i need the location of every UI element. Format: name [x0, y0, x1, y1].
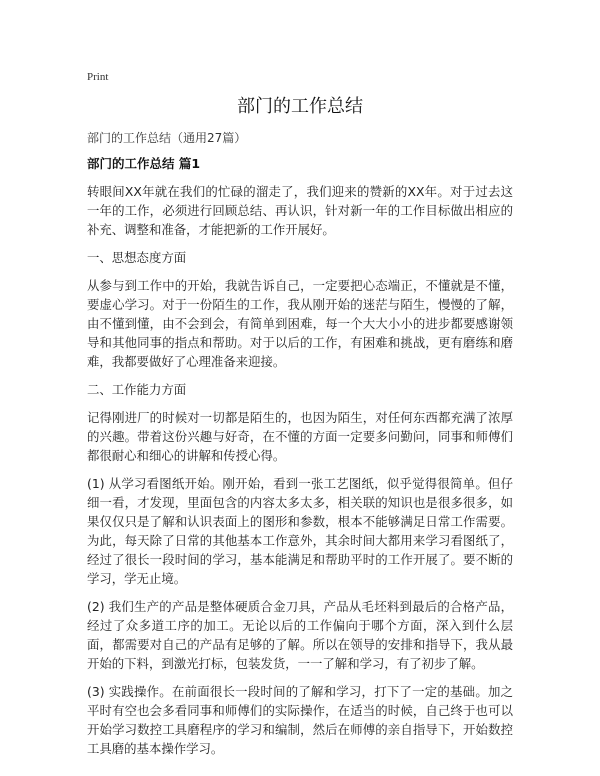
- document-page: [87, 70, 513, 767]
- intro-paragraph: 转眼间XX年就在我们的忙碌的溜走了，我们迎来的赞新的XX年。对于过去这一年的工作，必须进行回顾总结、再认识，针对新一年的工作目标做出相应的补充、调整和准备，才能把新的工作开展好。: [87, 184, 513, 237]
- item-paragraph-2: (2) 我们生产的产品是整体硬质合金刀具，产品从毛坯料到最后的合格产品，经过了众多道工序的加工。无论以后的工作偏向于哪个方面，深入到什么层面，都需要对自己的产品有足够的了解。所以在领导的安排和指导下，我从最开始的下料，到激光打标，包装发货，一一了解和学习，有了初步了解。: [87, 599, 513, 671]
- section-heading-attitude: 一、思想态度方面: [87, 250, 187, 265]
- item-paragraph-1: (1) 从学习看图纸开始。刚开始，看到一张工艺图纸，似乎觉得很简单。但仔细一看，才发现，里面包含的内容太多太多，相关联的知识也是很多很多，如果仅仅只是了解和认识表面上的图形和参数，根本不能够满足日常工作需要。为此，每天除了日常的其他基本工作意外，其余时间大都用来学习看图纸了，经过了很长一段时间的学习，基本能满足和帮助平时的工作开展了。要不断的学习，学无止境。: [87, 476, 513, 586]
- section-heading-ability: 二、工作能力方面: [87, 382, 187, 397]
- document-subtitle: 部门的工作总结（通用27篇）: [87, 131, 247, 145]
- document-title: 部门的工作总结: [237, 96, 363, 117]
- print-link[interactable]: Print: [87, 71, 109, 83]
- ability-paragraph: 记得刚进厂的时候对一切都是陌生的，也因为陌生，对任何东西都充满了浓厚的兴趣。带着这份兴趣与好奇，在不懂的方面一定要多问勤问，同事和师傅们都很耐心和细心的讲解和传授心得。: [87, 410, 513, 463]
- attitude-paragraph: 从参与到工作中的开始，我就告诉自己，一定要把心态端正，不懂就是不懂，要虚心学习。对于一份陌生的工作，我从刚开始的迷茫与陌生，慢慢的了解，由不懂到懂，由不会到会，有简单到困难，每一个大大小小的进步都要感谢领导和其他同事的指点和帮助。对于以后的工作，有困难和挑战，更有磨练和磨难，我都要做好了心理准备来迎接。: [87, 278, 513, 369]
- item-paragraph-3: (3) 实践操作。在前面很长一段时间的了解和学习，打下了一定的基础。加之平时有空也会多看同事和师傅们的实际操作，在适当的时候，自己终于也可以开始学习数控工具磨程序的学习和编制，然后在师傅的亲自指导下，开始数控工具磨的基本操作学习。: [87, 684, 513, 756]
- article-heading: 部门的工作总结 篇1: [87, 156, 201, 171]
